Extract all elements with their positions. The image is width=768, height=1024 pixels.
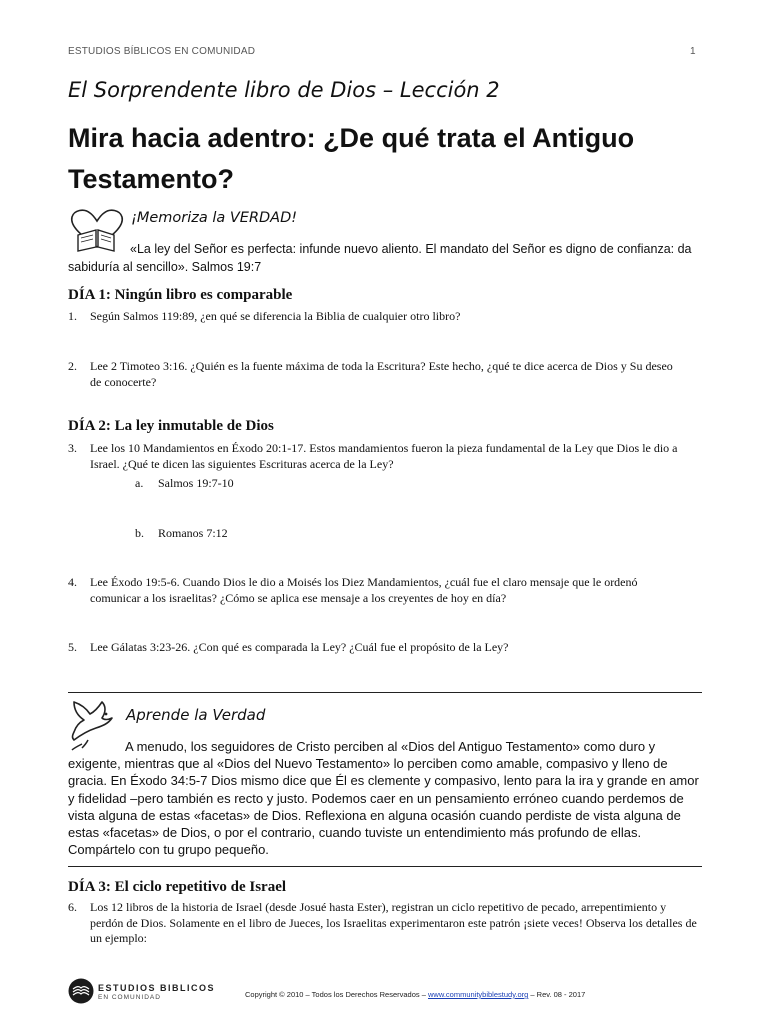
lesson-subtitle: El Sorprendente libro de Dios – Lección 2 — [68, 78, 500, 102]
page-title: Mira hacia adentro: ¿De qué trata el Antiguo Testamento? — [68, 123, 635, 194]
divider-bottom — [68, 866, 702, 867]
memorize-heading: ¡Memoriza la VERDAD! — [131, 210, 298, 226]
question-6-text: Los 12 libros de la historia de Israel (desde Josué hasta Ester), registran un ciclo repetitivo de pecado, arrepentimiento y perdón de Dios. Solamente en el libro de Jueces, los Israelitas experimentaron este patrón ¡siete veces! Observa los detalles de un ejemplo: — [90, 900, 697, 945]
question-5-text: Lee Gálatas 3:23-26. ¿Con qué es comparada la Ley? ¿Cuál fue el propósito de la Ley? — [90, 640, 509, 654]
question-1-text: Según Salmos 119:89, ¿en qué se diferencia la Biblia de cualquier otro libro? — [90, 309, 461, 323]
question-5-number: 5. — [68, 640, 77, 654]
website-link[interactable]: www.communitybiblestudy.org — [428, 990, 529, 999]
ministry-logo-icon — [68, 978, 94, 1004]
page-number: 1 — [690, 46, 696, 57]
question-2-number: 2. — [68, 359, 77, 373]
question-6-number: 6. — [68, 900, 77, 914]
question-3b-label: b. — [135, 526, 144, 540]
question-3-text: Lee los 10 Mandamientos en Éxodo 20:1-17. Estos mandamientos fueron la pieza fundamental de la Ley que Dios le dio a Israel. ¿Qué te dicen las siguientes Escrituras acerca de la Ley? — [90, 441, 678, 471]
logo-text-sub: EN COMUNIDAD — [98, 994, 161, 1001]
revision-text: – Rev. 08 - 2017 — [528, 990, 586, 999]
question-1-number: 1. — [68, 309, 77, 323]
memory-verse: «La ley del Señor es perfecta: infunde nuevo aliento. El mandato del Señor es digno de confianza: da sabiduría al sencillo». Salmos 19:7 — [68, 242, 692, 274]
question-4-number: 4. — [68, 575, 77, 589]
question-3a-text: Salmos 19:7-10 — [158, 476, 234, 490]
day3-heading: DÍA 3: El ciclo repetitivo de Israel — [68, 879, 287, 895]
question-3a-label: a. — [135, 476, 144, 490]
question-3b-text: Romanos 7:12 — [158, 526, 228, 540]
learn-heading: Aprende la Verdad — [126, 706, 266, 724]
copyright-text: Copyright © 2010 – Todos los Derechos Reservados – — [245, 990, 428, 999]
footer-copyright — [245, 990, 585, 999]
question-2-text: Lee 2 Timoteo 3:16. ¿Quién es la fuente máxima de toda la Escritura? Este hecho, ¿qué te dice acerca de Dios y Su deseo de conocerte? — [90, 359, 673, 389]
divider-top — [68, 692, 702, 693]
learn-text: A menudo, los seguidores de Cristo perciben al «Dios del Antiguo Testamento» como duro y exigente, mientras que al «Dios del Nuevo Testamento» lo perciben como amable, compasivo y lleno de gracia. En Éxodo 34:5-7 Dios mismo dice que Él es clemente y compasivo, lento para la ira y grande en amor y fidelidad –pero también es recto y justo. Podemos caer en un pensamiento erróneo cuando perdemos de vista alguna de estas «facetas» de Dios. Reflexiona en alguna ocasión cuando perdiste de vista alguna de estas «facetas» de Dios, o por el contrario, cuando tuviste un entendimiento más profundo de ellas. Compártelo con tu grupo pequeño. — [68, 739, 699, 858]
question-4-text: Lee Éxodo 19:5-6. Cuando Dios le dio a Moisés los Diez Mandamientos, ¿cuál fue el claro mensaje que le ordenó comunicar a los israelitas? ¿Cómo se aplica ese mensaje a los creyentes de hoy en día? — [90, 575, 638, 605]
logo-text-main: ESTUDIOS BIBLICOS — [98, 983, 216, 993]
day1-heading: DÍA 1: Ningún libro es comparable — [68, 287, 293, 303]
day2-heading: DÍA 2: La ley inmutable de Dios — [68, 418, 274, 434]
running-header: ESTUDIOS BÍBLICOS EN COMUNIDAD — [68, 46, 256, 57]
question-3-number: 3. — [68, 441, 77, 455]
